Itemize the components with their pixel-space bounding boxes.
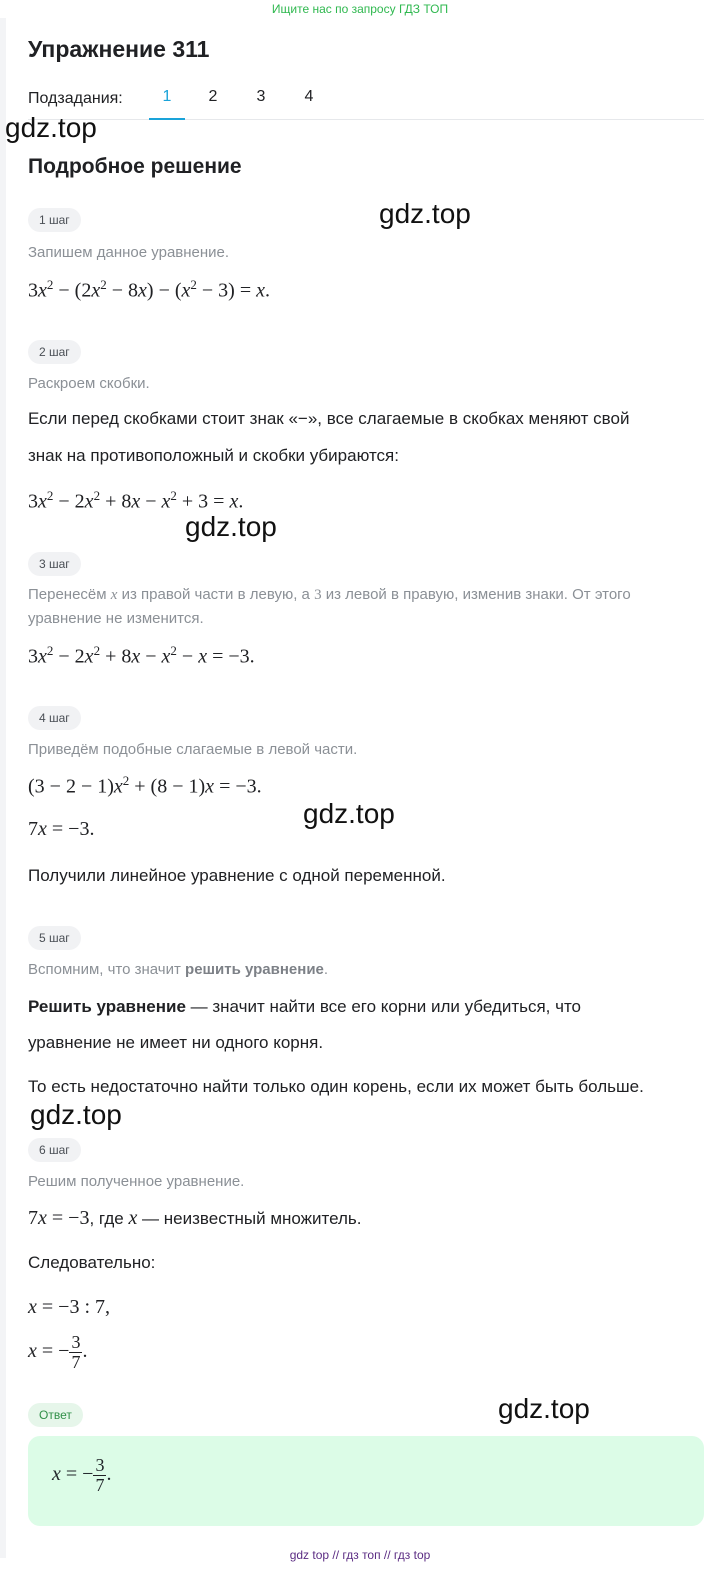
step-badge: 5 шаг xyxy=(28,926,81,950)
subtasks-nav xyxy=(28,86,704,120)
left-rail-divider xyxy=(0,18,6,1558)
tab-subtask-1[interactable]: 1 xyxy=(149,88,185,120)
step-text: То есть недостаточно найти только один корень, если их может быть больше. xyxy=(28,1077,644,1096)
step-badge: 6 шаг xyxy=(28,1138,81,1162)
watermark: gdz.top xyxy=(379,198,471,229)
footer-links[interactable]: gdz top // гдз топ // гдз top xyxy=(289,1548,431,1562)
step-badge: 1 шаг xyxy=(28,208,81,232)
step-text: Получили линейное уравнение с одной переменной. xyxy=(28,866,446,885)
search-banner: Ищите нас по запросу ГДЗ ТОП xyxy=(271,2,449,16)
watermark: gdz.top xyxy=(303,798,395,829)
answer-badge: Ответ xyxy=(28,1403,83,1427)
step-hint: Запишем данное уравнение. xyxy=(28,244,230,261)
equation-with-text: 7x = −3, где x — неизвестный множитель. xyxy=(28,1207,362,1229)
step-text: Следовательно: xyxy=(28,1253,156,1272)
step-hint: Раскроем скобки. xyxy=(28,375,150,392)
definition-text: уравнение не имеет ни одного корня. xyxy=(28,1033,324,1052)
step-hint: Вспомним, что значит решить уравнение. xyxy=(28,961,329,978)
step-hint: Приведём подобные слагаемые в левой части. xyxy=(28,741,358,758)
watermark: gdz.top xyxy=(498,1393,590,1424)
tab-subtask-3[interactable]: 3 xyxy=(256,88,266,105)
watermark: gdz.top xyxy=(30,1099,122,1130)
step-hint: уравнение не изменится. xyxy=(28,610,204,627)
subtasks-label: Подзадания: xyxy=(28,90,123,107)
step-text: Если перед скобками стоит знак «−», все слагаемые в скобках меняют свой xyxy=(28,409,630,428)
definition-text: Решить уравнение — значит найти все его корни или убедиться, что xyxy=(28,997,582,1016)
tab-subtask-4[interactable]: 4 xyxy=(304,88,314,105)
watermark: gdz.top xyxy=(5,112,97,143)
section-title: Подробное решение xyxy=(28,155,242,178)
tab-subtask-2[interactable]: 2 xyxy=(208,88,218,105)
step-badge: 3 шаг xyxy=(28,552,81,576)
equation: $3x^2 - 2x^2 + 8x - x^2 + 3 = x$. xyxy=(28,488,244,513)
answer-box xyxy=(28,1436,704,1526)
equation: x = − $\frac{3}{7}$ . xyxy=(28,1332,88,1372)
equation: $3x^2 - 2x^2 + 8x - x^2 - x = -3$. xyxy=(28,643,255,668)
step-badge: 4 шаг xyxy=(28,706,81,730)
watermark: gdz.top xyxy=(185,511,277,542)
step-hint: Решим полученное уравнение. xyxy=(28,1173,245,1190)
equation: 7x = −3. xyxy=(28,818,95,840)
step-text: знак на противоположный и скобки убираются: xyxy=(28,446,399,465)
answer-equation: x = − $\frac{3}{7}$ . xyxy=(52,1455,112,1495)
equation: $3x^2 - (2x^2 - 8x) - (x^2 - 3) = x$. xyxy=(28,277,271,302)
page-title: Упражнение 311 xyxy=(28,36,210,62)
equation: x = −3 : 7, xyxy=(28,1296,111,1318)
step-badge: 2 шаг xyxy=(28,340,81,364)
step-hint: Перенесём x из правой части в левую, а 3 из левой в правую, изменив знаки. От этого xyxy=(28,586,631,603)
equation: $(3 - 2 - 1)x^2 + (8 - 1)x = -3$. xyxy=(28,773,262,798)
